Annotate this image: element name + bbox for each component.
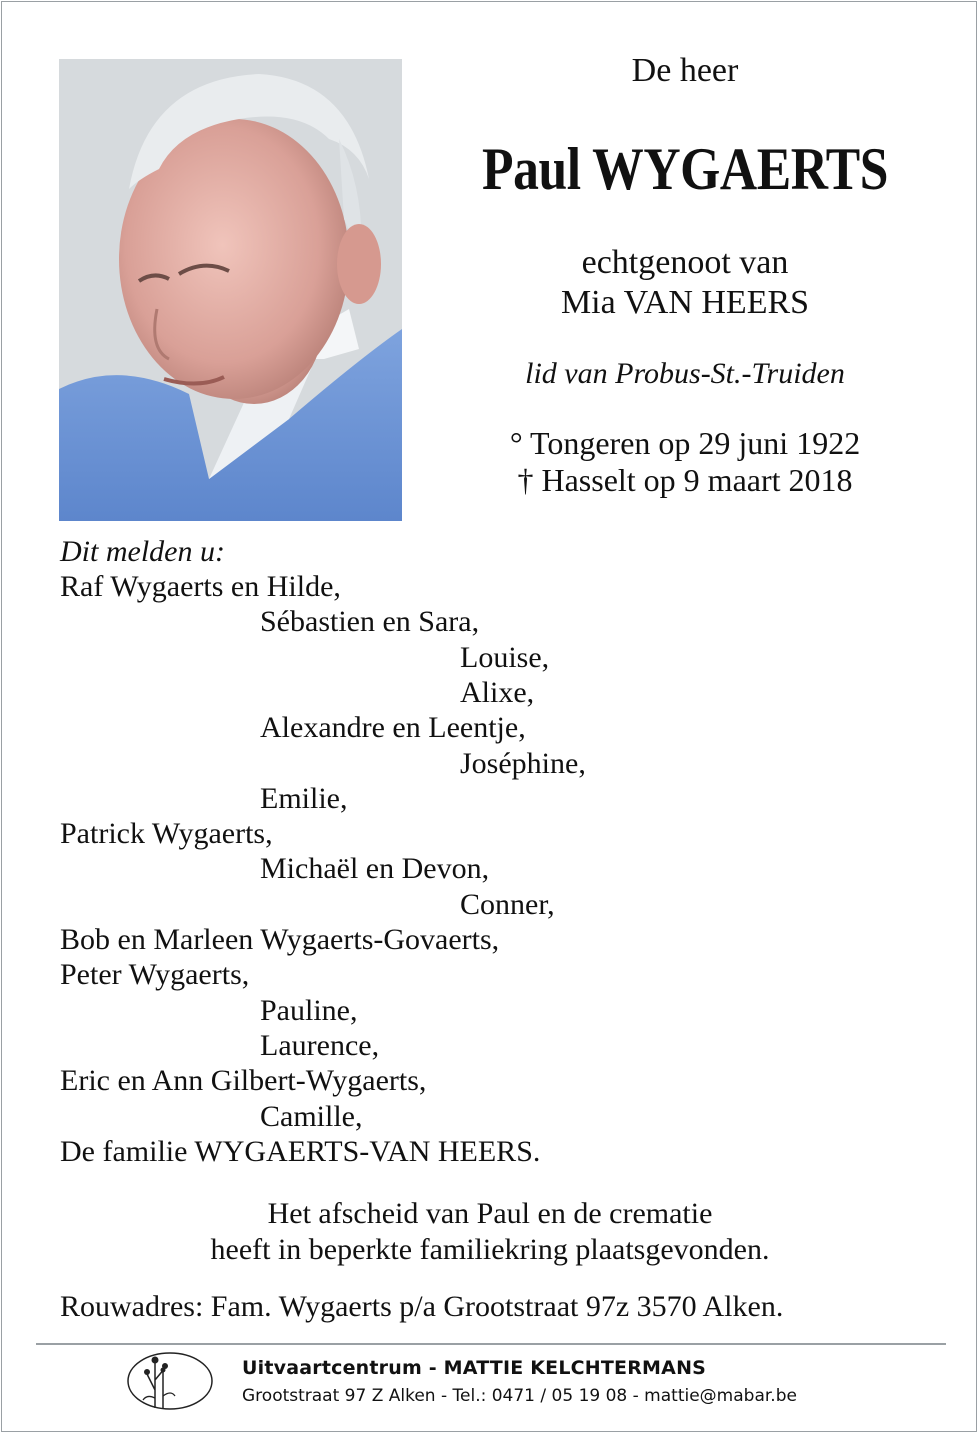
funeral-home-contact: Grootstraat 97 Z Alken - Tel.: 0471 / 05 19 08 - mattie@mabar.be <box>242 1386 797 1406</box>
mourner-entry: Patrick Wygaerts, <box>60 817 273 851</box>
membership-note: lid van Probus-St.-Truiden <box>525 357 845 390</box>
title-prefix: De heer <box>631 52 739 89</box>
mourner-entry: De familie WYGAERTS-VAN HEERS. <box>60 1134 541 1168</box>
birth-line: ° Tongeren op 29 juni 1922 <box>509 425 861 461</box>
mourner-entry: Pauline, <box>260 993 358 1027</box>
condolence-address: Rouwadres: Fam. Wygaerts p/a Grootstraat 97z 3570 Alken. <box>60 1290 784 1323</box>
mourner-entry: Alixe, <box>460 675 535 709</box>
portrait-photo <box>59 59 402 521</box>
mourner-entry: Sébastien en Sara, <box>260 605 480 639</box>
mourner-entry: Emilie, <box>260 781 348 815</box>
farewell-line-1: Het afscheid van Paul en de crematie <box>267 1197 713 1230</box>
mourner-entry: Peter Wygaerts, <box>60 958 250 992</box>
deceased-name: Paul WYGAERTS <box>481 136 888 202</box>
mourner-entry: Conner, <box>460 887 555 921</box>
mourner-entry: Louise, <box>460 640 550 674</box>
mourner-entry: Joséphine, <box>460 746 586 780</box>
mourner-entry: Eric en Ann Gilbert-Wygaerts, <box>60 1064 427 1098</box>
mourner-entry: Raf Wygaerts en Hilde, <box>60 570 341 603</box>
flower-logo-icon <box>125 1350 215 1412</box>
mourner-entry: Michaël en Devon, <box>260 852 490 886</box>
mourner-entry: Camille, <box>260 1099 363 1133</box>
announcement-intro: Dit melden u: <box>60 535 225 568</box>
portrait-illustration <box>59 59 402 521</box>
spouse-relation: echtgenoot van <box>581 244 789 281</box>
farewell-line-2: heeft in beperkte familiekring plaatsgevonden. <box>210 1233 770 1266</box>
mourner-entry: Laurence, <box>260 1028 380 1062</box>
mourner-entry: Alexandre en Leentje, <box>260 711 526 745</box>
funeral-home-name: Uitvaartcentrum - MATTIE KELCHTERMANS <box>242 1357 707 1379</box>
death-line: † Hasselt op 9 maart 2018 <box>517 462 853 498</box>
mourner-entry: Bob en Marleen Wygaerts-Govaerts, <box>60 923 500 956</box>
footer-divider <box>36 1343 946 1345</box>
spouse-name: Mia VAN HEERS <box>560 284 810 321</box>
